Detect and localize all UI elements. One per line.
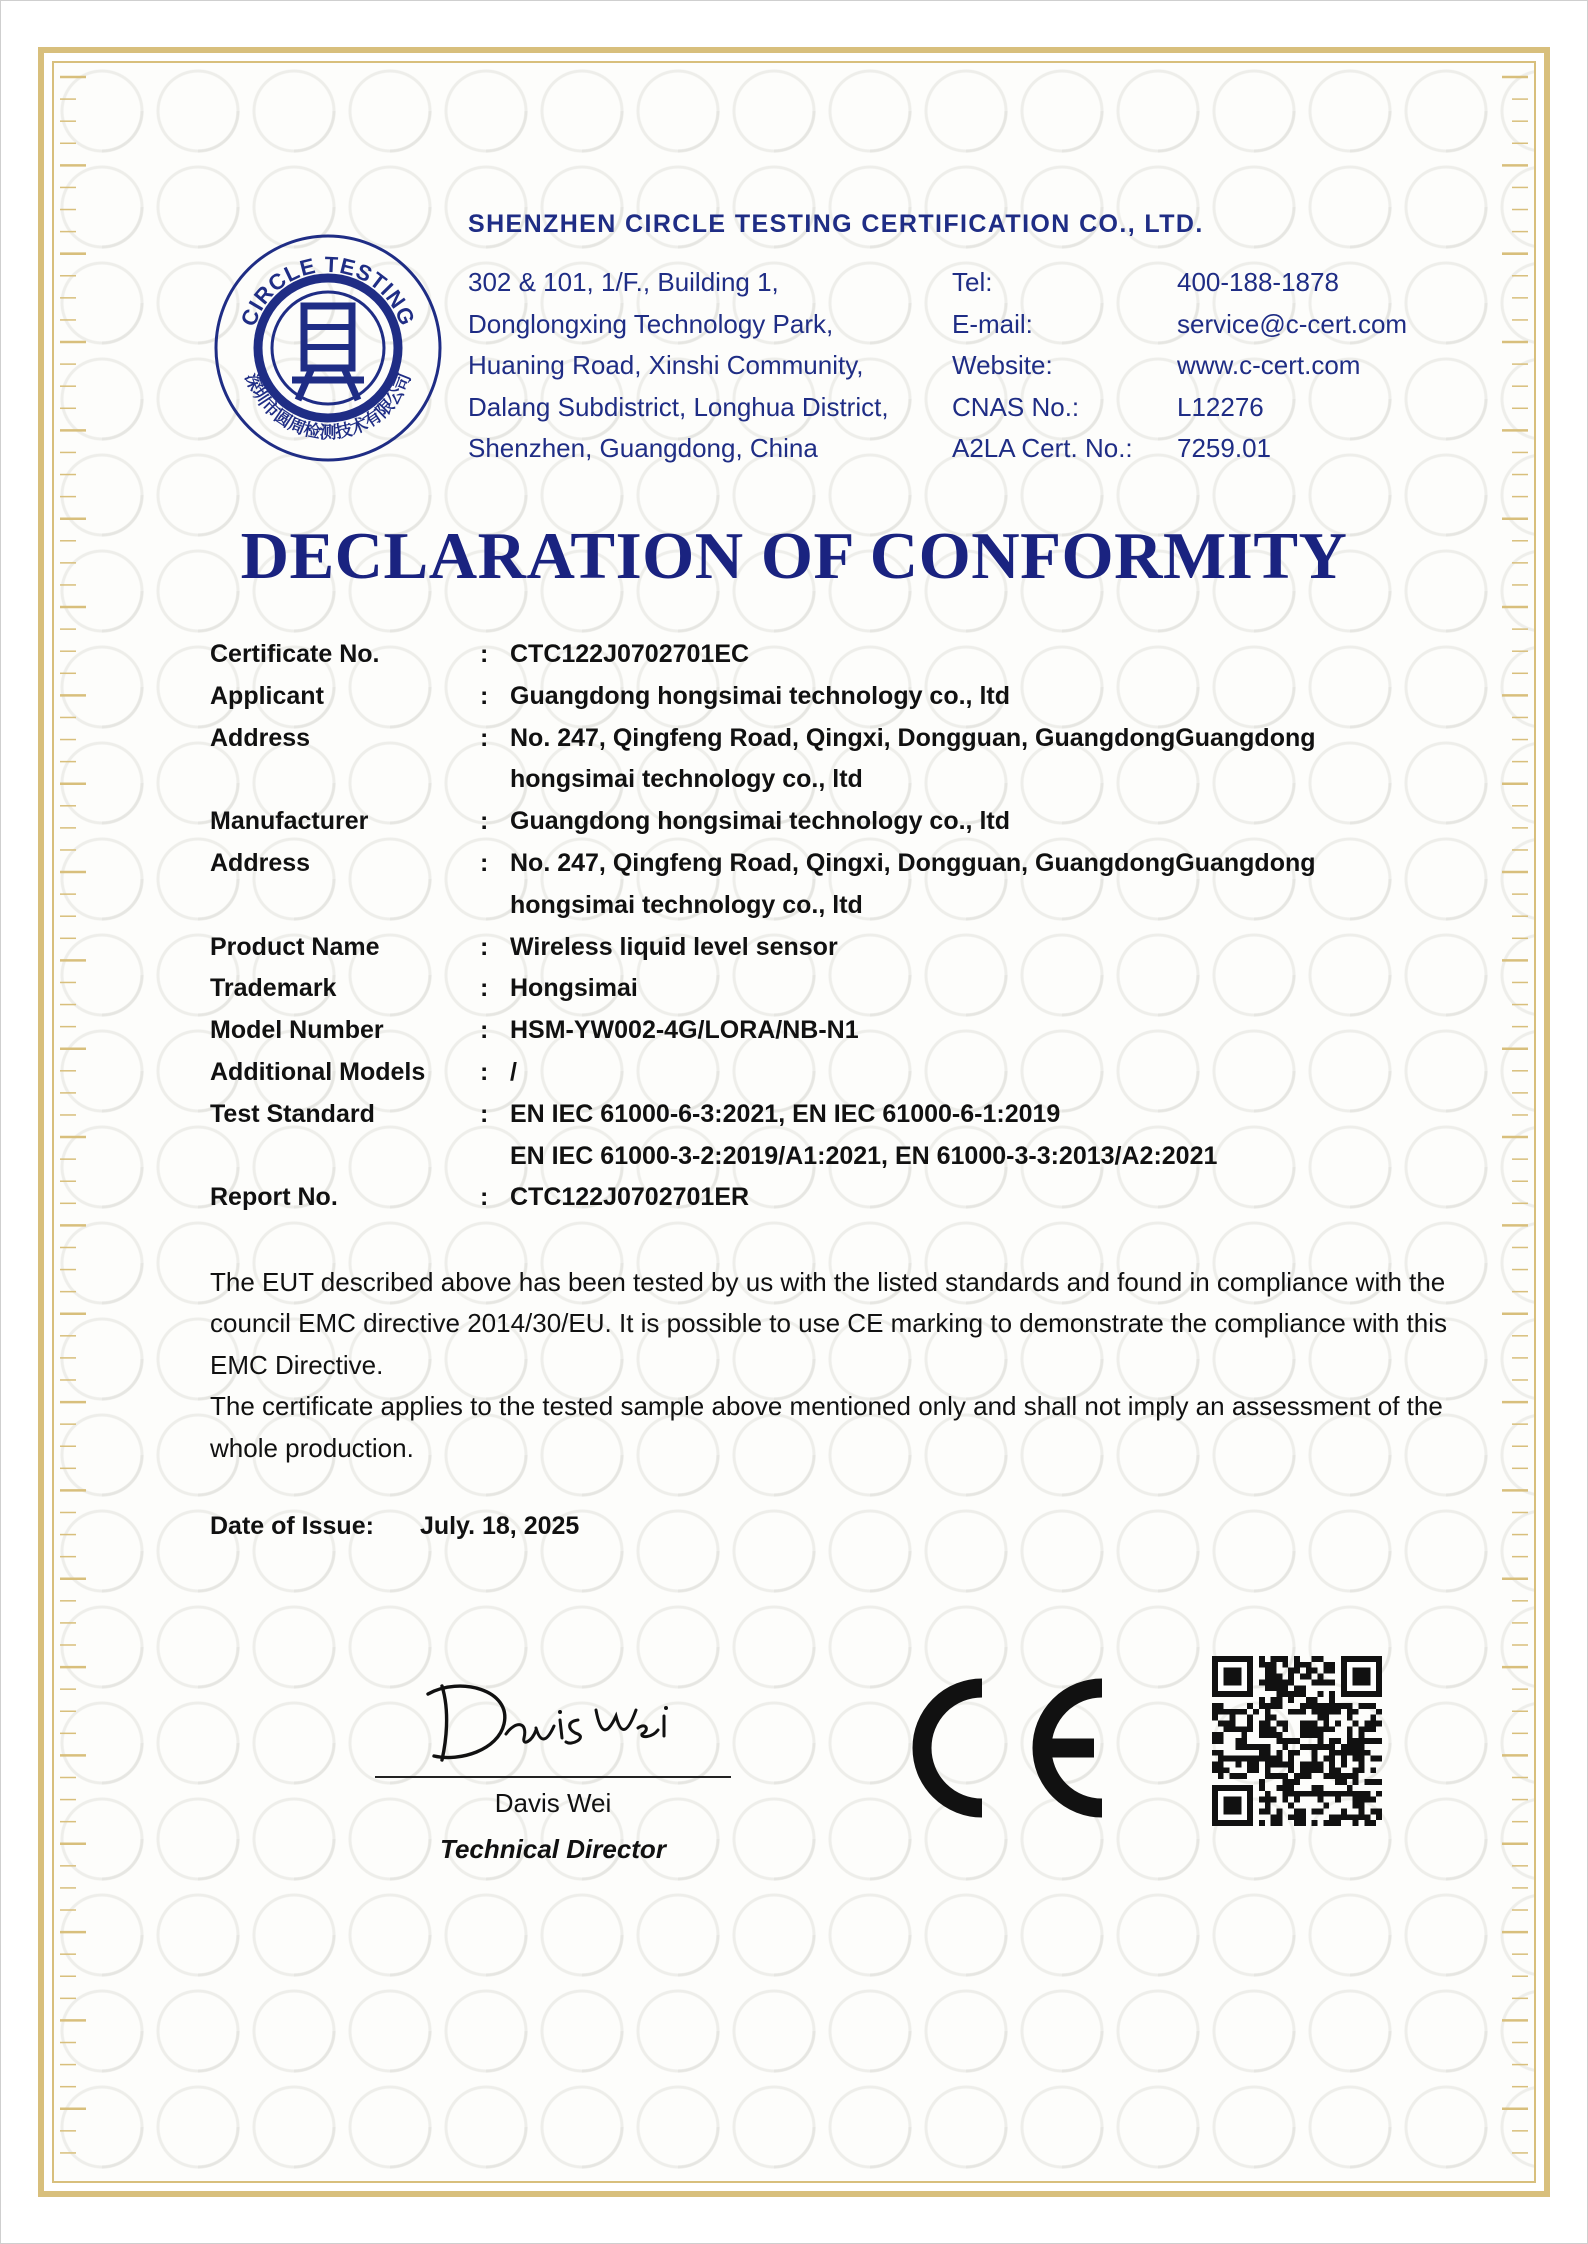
- field-value: [510, 676, 1450, 718]
- field-label: Manufacturer: [210, 807, 369, 836]
- website-value: www.c-cert.com: [1177, 350, 1361, 381]
- tel-label: Tel:: [952, 267, 993, 297]
- email-label: E-mail:: [952, 308, 1033, 339]
- field-value: [510, 1052, 1450, 1094]
- field-value: [510, 1094, 1450, 1178]
- address-line: Dalang Subdistrict, Longhua District,: [468, 391, 889, 422]
- address-line: Shenzhen, Guangdong, China: [468, 433, 818, 464]
- address-line: 302 & 101, 1/F., Building 1,: [468, 267, 779, 297]
- seal-graphic: [212, 232, 444, 464]
- signatory-title: Technical Director: [440, 1834, 666, 1864]
- issuer-name: SHENZHEN CIRCLE TESTING CERTIFICATION CO., LTD.: [468, 210, 1204, 238]
- seal-top-text: CIRCLE TESTING: [235, 251, 421, 330]
- field-colon: :: [480, 932, 489, 961]
- a2la-value: 7259.01: [1177, 433, 1271, 464]
- issue-label: Date of Issue:: [210, 1512, 374, 1540]
- field-colon: :: [480, 848, 489, 877]
- field-colon: :: [480, 1183, 489, 1212]
- field-value-line: CTC122J0702701EC: [510, 640, 750, 668]
- field-value-line: Hongsimai: [510, 974, 638, 1003]
- tel-value: 400-188-1878: [1177, 267, 1339, 297]
- field-row: [210, 1052, 1450, 1094]
- signature-line: [375, 1776, 731, 1778]
- handwritten-signature: [420, 1672, 676, 1772]
- cnas-value: L12276: [1177, 391, 1264, 422]
- field-row: [210, 1010, 1450, 1052]
- ce-mark-icon: [908, 1672, 1118, 1824]
- field-value: [510, 718, 1450, 802]
- statement-paragraph: The certificate applies to the tested sample above mentioned only and shall not imply an assessment of the whole production.: [210, 1391, 1443, 1463]
- field-value-line: CTC122J0702701ER: [510, 1183, 750, 1212]
- contact-values: [1177, 262, 1407, 470]
- a2la-label: A2LA Cert. No.:: [952, 433, 1133, 464]
- field-value-line: No. 247, Qingfeng Road, Qingxi, Dongguan, GuangdongGuangdong: [510, 723, 1316, 752]
- contact-labels: [952, 262, 1133, 470]
- field-row: [210, 927, 1450, 969]
- field-value-line: hongsimai technology co., ltd: [510, 765, 863, 794]
- field-colon: :: [480, 640, 489, 668]
- signatory-name: Davis Wei: [494, 1788, 612, 1818]
- date-of-issue: [210, 1512, 579, 1541]
- field-row: [210, 634, 1450, 676]
- field-row: [210, 843, 1450, 927]
- field-value: [510, 1010, 1450, 1052]
- company-seal: [212, 232, 444, 464]
- field-label: Trademark: [210, 974, 337, 1003]
- field-value-line: EN IEC 61000-6-3:2021, EN IEC 61000-6-1:2019: [510, 1099, 1061, 1128]
- signature: [420, 1672, 676, 1772]
- address-line: Donglongxing Technology Park,: [468, 308, 834, 339]
- field-label: Test Standard: [210, 1099, 375, 1128]
- email-value: service@c-cert.com: [1177, 308, 1408, 339]
- field-row: [210, 676, 1450, 718]
- field-value-line: EN IEC 61000-3-2:2019/A1:2021, EN 61000-3-3:2013/A2:2021: [510, 1141, 1218, 1170]
- compliance-statement: [210, 1262, 1460, 1469]
- field-colon: :: [480, 974, 489, 1003]
- field-label: Certificate No.: [210, 640, 380, 668]
- field-label: Model Number: [210, 1016, 384, 1045]
- seal-bottom-text: 深圳市圆周检测技术有限公司: [240, 370, 416, 443]
- field-label: Report No.: [210, 1183, 338, 1212]
- document-title: DECLARATION OF CONFORMITY: [240, 519, 1348, 593]
- field-value: [510, 843, 1450, 927]
- statement-paragraph: The EUT described above has been tested by us with the listed standards and found in compliance with the council EMC directive 2014/30/EU. It is possible to use CE marking to demonstrate the compliance with this EMC Directive.: [210, 1267, 1448, 1380]
- field-label: Address: [210, 848, 311, 877]
- field-row: [210, 801, 1450, 843]
- field-row: [210, 1094, 1450, 1178]
- field-label: Product Name: [210, 932, 380, 961]
- border-ticks-right: [1502, 73, 1528, 2171]
- field-value: [510, 968, 1450, 1010]
- field-value: [510, 801, 1450, 843]
- field-colon: :: [480, 723, 489, 752]
- field-row: [210, 718, 1450, 802]
- field-value-line: HSM-YW002-4G/LORA/NB-N1: [510, 1016, 859, 1045]
- field-colon: :: [480, 1016, 489, 1045]
- issuer-address: [468, 262, 889, 470]
- field-label: Applicant: [210, 681, 324, 710]
- certificate-fields: [210, 634, 1450, 1219]
- field-value-line: Guangdong hongsimai technology co., ltd: [510, 807, 1010, 836]
- qr-code-icon: [1212, 1656, 1382, 1826]
- field-value-line: hongsimai technology co., ltd: [510, 890, 863, 919]
- address-line: Huaning Road, Xinshi Community,: [468, 350, 864, 381]
- field-value: [510, 634, 1450, 676]
- cnas-label: CNAS No.:: [952, 391, 1080, 422]
- field-colon: :: [480, 807, 489, 836]
- border-ticks-left: [60, 73, 86, 2171]
- field-value: [510, 927, 1450, 969]
- field-value-line: Wireless liquid level sensor: [510, 932, 838, 961]
- issue-date: July. 18, 2025: [419, 1512, 580, 1540]
- field-colon: :: [480, 681, 489, 710]
- field-label: Address: [210, 723, 311, 752]
- field-colon: :: [480, 1057, 489, 1086]
- field-value-line: /: [510, 1057, 517, 1086]
- field-value-line: No. 247, Qingfeng Road, Qingxi, Dongguan, GuangdongGuangdong: [510, 848, 1316, 877]
- website-label: Website:: [952, 350, 1053, 381]
- field-colon: :: [480, 1099, 489, 1128]
- field-row: [210, 968, 1450, 1010]
- field-label: Additional Models: [210, 1057, 426, 1086]
- field-value: [510, 1177, 1450, 1219]
- field-value-line: Guangdong hongsimai technology co., ltd: [510, 681, 1010, 710]
- field-row: [210, 1177, 1450, 1219]
